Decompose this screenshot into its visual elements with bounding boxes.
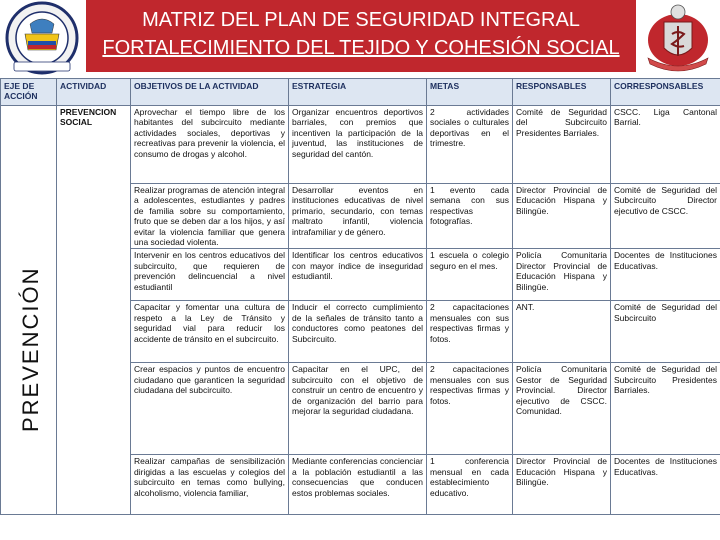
col-header-metas: METAS <box>427 79 513 106</box>
corresponsables-cell: Docentes de Instituciones Educativas. <box>611 249 720 301</box>
metas-cell: 1 escuela o colegio seguro en el mes. <box>427 249 513 301</box>
table-row <box>1 106 720 184</box>
col-header-objetivos: OBJETIVOS DE LA ACTIVIDAD <box>131 79 289 106</box>
objetivo-cell: Capacitar y fomentar una cultura de respeto a la Ley de Tránsito y seguridad vial para reducir los accidente de tránsito en el subcircuito. <box>131 301 289 363</box>
col-header-eje: EJE DE ACCIÓN <box>1 79 57 106</box>
col-header-responsables: RESPONSABLES <box>513 79 611 106</box>
objetivo-cell: Intervenir en los centros educativos del subcircuito, que requieren de prevención delincuencial a nivel estudiantil <box>131 249 289 301</box>
estrategia-cell: Desarrollar eventos en instituciones educativas de nivel primario, secundario, con temas maltrato infantil, violencia intrafamiliar y de género. <box>289 184 427 249</box>
corresponsables-cell: Comité de Seguridad del Subcircuito <box>611 301 720 363</box>
espe-emblem <box>0 0 86 78</box>
responsables-cell: Policía Comunitaria Director Provincial de Educación Hispana y Bilingüe. <box>513 249 611 301</box>
metas-cell: 2 capacitaciones mensuales con sus respectivas firmas y fotos. <box>427 301 513 363</box>
objetivo-cell: Realizar programas de atención integral a adolescentes, estudiantes y padres de familia sobre su comportamiento, fruto que se deben dar a los hijos, y así evitar la violencia familiar que genera una sociedad violenta. <box>131 184 289 249</box>
col-header-corresponsables: CORRESPONSABLES <box>611 79 720 106</box>
page-subtitle: FORTALECIMIENTO DEL TEJIDO Y COHESIÓN SOCIAL <box>102 37 620 59</box>
estrategia-cell: Capacitar en el UPC, del subcircuito con el objetivo de construir un centro de encuentro y de organización del barrio para mejorar la seguridad ciudadana. <box>289 363 427 455</box>
coat-of-arms <box>636 0 720 78</box>
coat-of-arms-icon <box>636 0 720 78</box>
page-title: MATRIZ DEL PLAN DE SEGURIDAD INTEGRAL <box>142 9 580 31</box>
slide-header <box>0 0 720 78</box>
estrategia-cell: Organizar encuentros deportivos barriales, con premios que incentiven la participación de la juventud, las instituciones de seguridad del cantón. <box>289 106 427 184</box>
title-banner <box>86 0 636 72</box>
corresponsables-cell: Comité de Seguridad del Subcircuito Director ejecutivo de CSCC. <box>611 184 720 249</box>
objetivo-cell: Crear espacios y puntos de encuentro ciudadano que garanticen la seguridad ciudadana del subcircuito. <box>131 363 289 455</box>
objetivo-cell: Realizar campañas de sensibilización dirigidas a las escuelas y colegios del subcircuito en temas como bullying, alcoholismo, violencia familiar, <box>131 455 289 515</box>
activity-cell: PREVENCION SOCIAL <box>57 106 131 515</box>
eje-cell <box>1 106 57 515</box>
metas-cell: 1 conferencia mensual en cada establecimiento educativo. <box>427 455 513 515</box>
estrategia-cell: Mediante conferencias concienciar a la población estudiantil a las consecuencias que conducen estos problemas sociales. <box>289 455 427 515</box>
responsables-cell: Director Provincial de Educación Hispana y Bilingüe. <box>513 455 611 515</box>
metas-cell: 1 evento cada semana con sus respectivas fotografías. <box>427 184 513 249</box>
espe-emblem-icon <box>0 0 86 78</box>
metas-cell: 2 capacitaciones mensuales con sus respectivas firmas y fotos. <box>427 363 513 455</box>
corresponsables-cell: Docentes de Instituciones Educativas. <box>611 455 720 515</box>
estrategia-cell: Inducir el correcto cumplimiento de la señales de tránsito tanto a conductores como peatones del Subcircuito. <box>289 301 427 363</box>
corresponsables-cell: Comité de Seguridad del Subcircuito Presidentes Barriales. <box>611 363 720 455</box>
objetivo-cell: Aprovechar el tiempo libre de los habitantes del subcircuito mediante actividades sociales, deportivas y recreativas para prevenir la violencia, el consumo de drogas y alcohol. <box>131 106 289 184</box>
axis-label: PREVENCIÓN <box>18 266 43 432</box>
metas-cell: 2 actividades sociales o culturales deportivas en el trimestre. <box>427 106 513 184</box>
table-header-row <box>1 79 720 106</box>
col-header-actividad: ACTIVIDAD <box>57 79 131 106</box>
responsables-cell: Policía Comunitaria Gestor de Seguridad Provincial. Director ejecutivo de CSCC. Comunidad. <box>513 363 611 455</box>
responsables-cell: Director Provincial de Educación Hispana y Bilingüe. <box>513 184 611 249</box>
security-plan-matrix <box>0 78 720 515</box>
col-header-estrategia: ESTRATEGIA <box>289 79 427 106</box>
responsables-cell: Comité de Seguridad del Subcircuito Presidentes Barriales. <box>513 106 611 184</box>
responsables-cell: ANT. <box>513 301 611 363</box>
corresponsables-cell: CSCC. Liga Cantonal Barrial. <box>611 106 720 184</box>
estrategia-cell: Identificar los centros educativos con mayor índice de inseguridad estudiantil. <box>289 249 427 301</box>
